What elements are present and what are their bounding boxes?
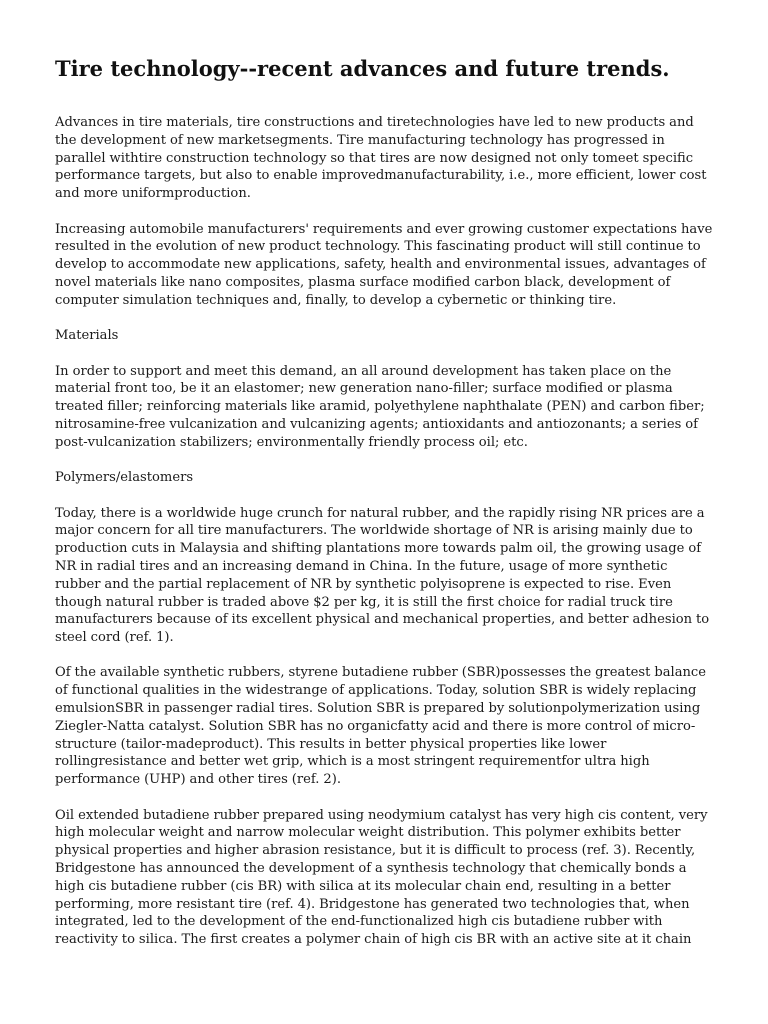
document-title: Tire technology--recent advances and future trends.: [55, 56, 670, 81]
paragraph-intro: Advances in tire materials, tire constructions and tiretechnologies have led to new products and the development of new marketsegments. Tire manufacturing technology has progressed in parallel withtire construction technology so that tires are now designed not only tomeet specific performance targets, but also to enable improvedmanufacturability, i.e., more efficient, lower cost and more uniformproduction.: [55, 115, 707, 202]
paragraph-sbr: Of the available synthetic rubbers, styrene butadiene rubber (SBR)possesses the greatest balance of functional qualities in the widestrange of applications. Today, solution SBR is widely replacing emulsionSBR in passenger radial tires. Solution SBR is prepared by solutionpolymerization using Ziegler-Natta catalyst. Solution SBR has no organicfatty acid and there is more control of micro-structure (tailor-madeproduct). This results in better physical properties like lower rollingresistance and better wet grip, which is a most stringent requirementfor ultra high performance (UHP) and other tires (ref. 2).: [55, 665, 707, 788]
section-heading-materials: Materials: [55, 328, 119, 344]
paragraph-butadiene: Oil extended butadiene rubber prepared using neodymium catalyst has very high cis content, very high molecular weight and narrow molecular weight distribution. This polymer exhibits better physical properties and higher abrasion resistance, but it is difficult to process (ref. 3). Recently, Bridgestone has announced the development of a synthesis technology that chemically bonds a high cis butadiene rubber (cis BR) with silica at its molecular chain end, resulting in a better performing, more resistant tire (ref. 4). Bridgestone has generated two technologies that, when integrated, led to the development of the end-functionalized high cis butadiene rubber with reactivity to silica. The first creates a polymer chain of high cis BR with an active site at it chain: [55, 807, 708, 948]
document-body: [55, 114, 715, 967]
paragraph-requirements: Increasing automobile manufacturers' requirements and ever growing customer expectations have resulted in the evolution of new product technology. This fascinating product will still continue to develop to accommodate new applications, safety, health and environmental issues, advantages of novel materials like nano composites, plasma surface modified carbon black, development of computer simulation techniques and, finally, to develop a cybernetic or thinking tire.: [55, 221, 713, 308]
paragraph-natural-rubber: Today, there is a worldwide huge crunch for natural rubber, and the rapidly rising NR prices are a major concern for all tire manufacturers. The worldwide shortage of NR is arising mainly due to production cuts in Malaysia and shifting plantations more towards palm oil, the growing usage of NR in radial tires and an increasing demand in China. In the future, usage of more synthetic rubber and the partial replacement of NR by synthetic polyisoprene is expected to rise. Even though natural rubber is traded above $2 per kg, it is still the first choice for radial truck tire manufacturers because of its excellent physical and mechanical properties, and better adhesion to steel cord (ref. 1).: [55, 505, 710, 646]
section-heading-polymers: Polymers/elastomers: [55, 470, 194, 486]
paragraph-materials: In order to support and meet this demand, an all around development has taken place on the material front too, be it an elastomer; new generation nano-filler; surface modified or plasma treated filler; reinforcing materials like aramid, polyethylene naphthalate (PEN) and carbon fiber; nitrosamine-free vulcanization and vulcanizing agents; antioxidants and antiozonants; a series of post-vulcanization stabilizers; environmentally friendly process oil; etc.: [55, 363, 705, 450]
